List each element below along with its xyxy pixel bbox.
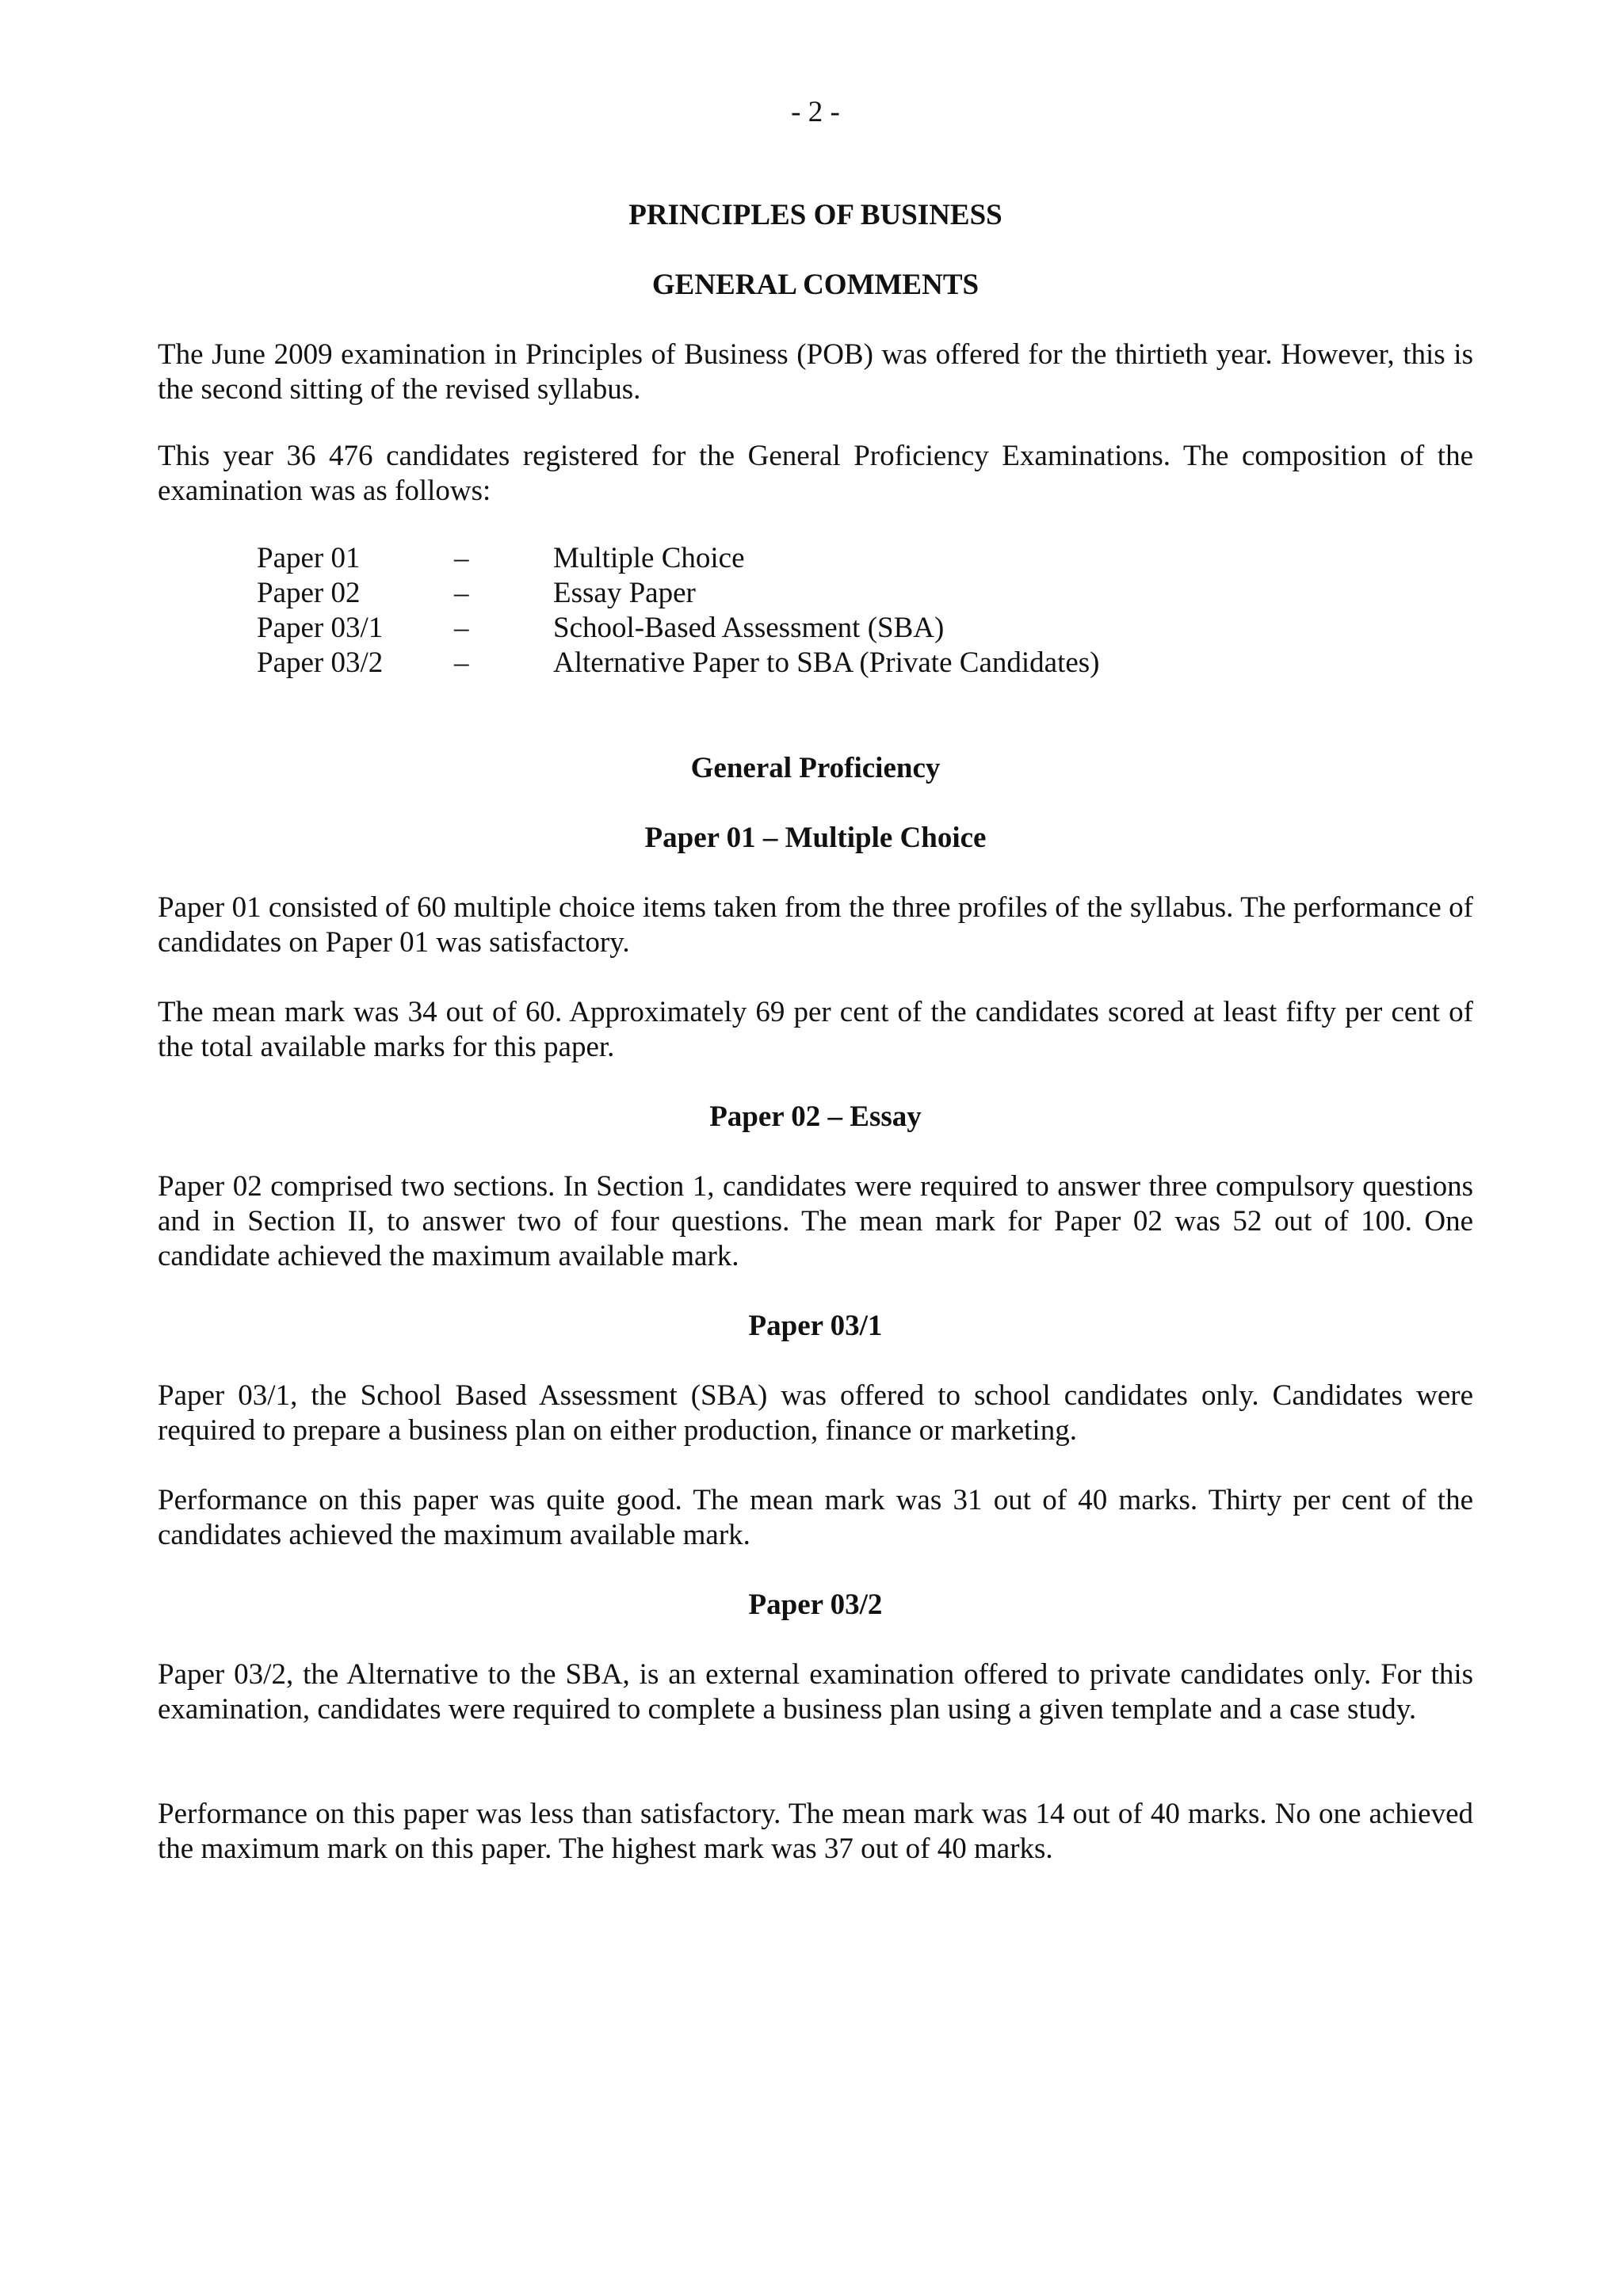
composition-paper: Paper 03/1: [257, 612, 384, 644]
composition-row: [257, 576, 1366, 611]
general-comments-paragraph-2: This year 36 476 candidates registered for the General Proficiency Examinations. The composition of the examination was as follows:: [158, 440, 1473, 507]
composition-paper: Paper 02: [257, 577, 361, 609]
composition-row: [257, 646, 1366, 681]
composition-dash: –: [454, 612, 469, 644]
composition-dash: –: [454, 542, 469, 574]
general-comments-heading: GENERAL COMMENTS: [651, 269, 980, 301]
composition-description: School-Based Assessment (SBA): [553, 612, 945, 644]
composition-description: Essay Paper: [553, 577, 696, 609]
paper031-paragraph-1: Paper 03/1, the School Based Assessment (SBA) was offered to school candidates only. Candidates were required to prepare a business plan on either production, finance or marketing.: [158, 1379, 1473, 1447]
composition-description: Multiple Choice: [553, 542, 745, 574]
paper02-paragraph-1: Paper 02 comprised two sections. In Section 1, candidates were required to answer three compulsory questions and in Section II, to answer two of four questions. The mean mark for Paper 02 was 52 out of 100. One candidate achieved the maximum available mark.: [158, 1170, 1473, 1272]
paper031-paragraph-2: Performance on this paper was quite good. The mean mark was 31 out of 40 marks. Thirty per cent of the candidates achieved the maximum available mark.: [158, 1484, 1473, 1551]
paper01-paragraph-1: Paper 01 consisted of 60 multiple choice items taken from the three profiles of the syllabus. The performance of candidates on Paper 01 was satisfactory.: [158, 891, 1473, 959]
paper02-heading: Paper 02 – Essay: [709, 1100, 922, 1133]
composition-dash: –: [454, 577, 469, 609]
composition-paper: Paper 03/2: [257, 646, 384, 679]
composition-paper: Paper 01: [257, 542, 361, 574]
composition-list: [257, 541, 1366, 681]
composition-dash: –: [454, 646, 469, 679]
general-proficiency-heading: General Proficiency: [690, 752, 941, 784]
general-comments-paragraph-1: The June 2009 examination in Principles of Business (POB) was offered for the thirtieth year. However, this is the second sitting of the revised syllabus.: [158, 338, 1473, 406]
paper01-paragraph-2: The mean mark was 34 out of 60. Approximately 69 per cent of the candidates scored at least fifty per cent of the total available marks for this paper.: [158, 996, 1473, 1063]
paper032-paragraph-1: Paper 03/2, the Alternative to the SBA, is an external examination offered to private candidates only. For this examination, candidates were required to complete a business plan using a given template and a case study.: [158, 1658, 1473, 1726]
paper032-heading: Paper 03/2: [748, 1589, 883, 1621]
composition-description: Alternative Paper to SBA (Private Candidates): [553, 646, 1100, 679]
paper01-heading: Paper 01 – Multiple Choice: [644, 822, 987, 854]
page-number: - 2 -: [791, 96, 840, 128]
composition-row: [257, 611, 1366, 646]
paper032-paragraph-2: Performance on this paper was less than satisfactory. The mean mark was 14 out of 40 marks. No one achieved the maximum mark on this paper. The highest mark was 37 out of 40 marks.: [158, 1798, 1473, 1865]
document-title: PRINCIPLES OF BUSINESS: [628, 199, 1002, 231]
paper031-heading: Paper 03/1: [748, 1310, 883, 1342]
composition-row: [257, 541, 1366, 576]
